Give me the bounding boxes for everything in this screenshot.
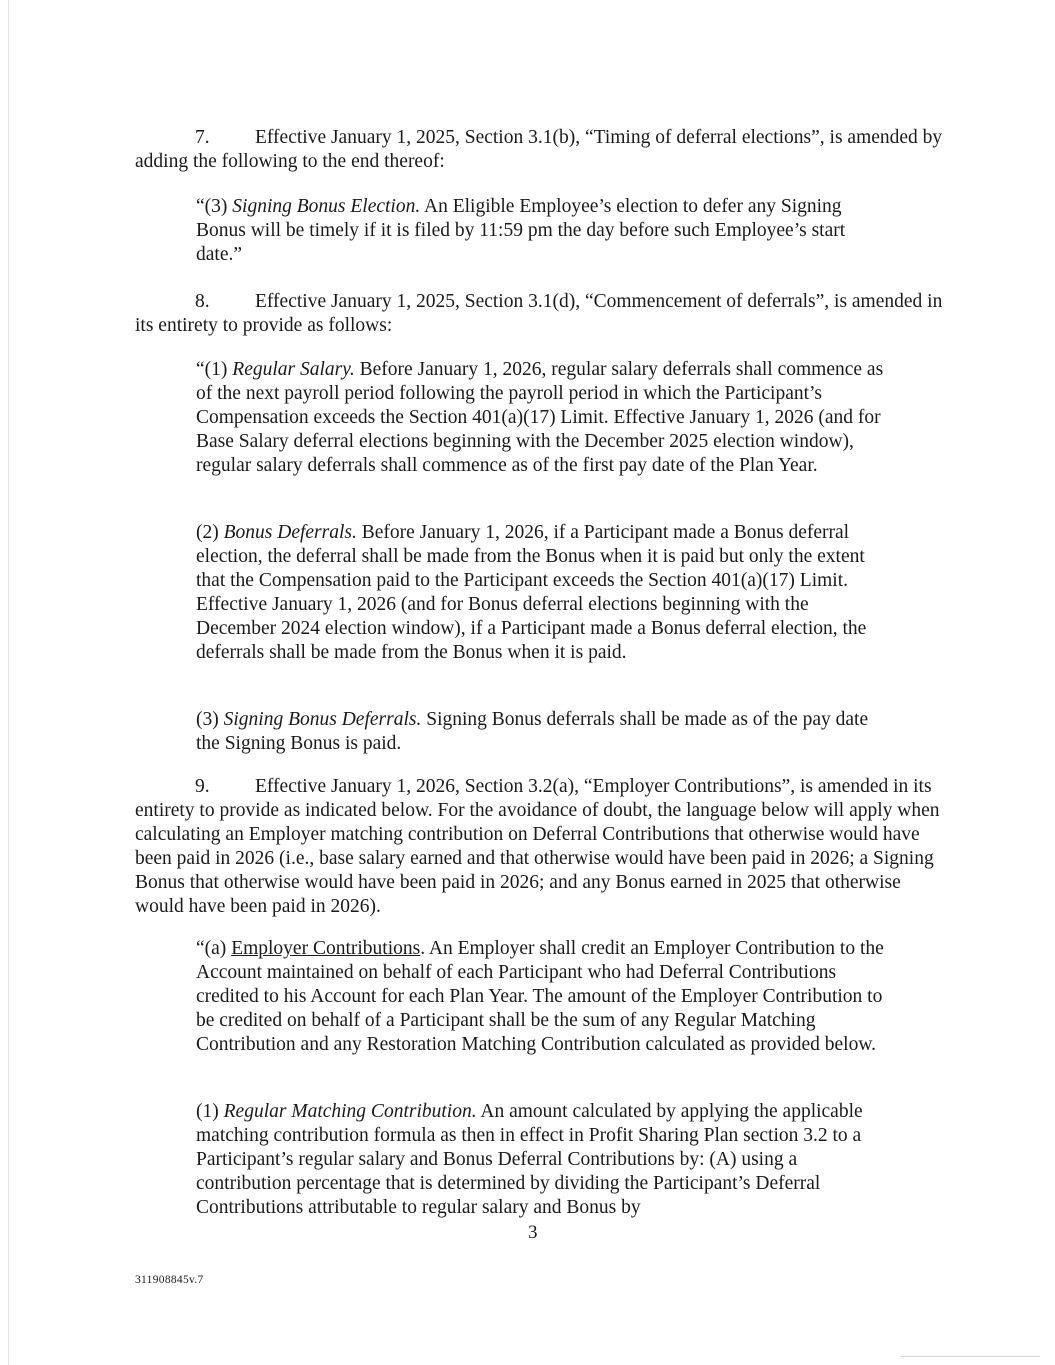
scan-bottom-line xyxy=(900,1356,1040,1357)
signing-bonus-election-clause xyxy=(196,195,886,267)
clause-body: Before January 1, 2026, regular salary deferrals shall commence as of the next payroll period following the payroll period in which the Participant’s Compensation exceeds the Section 401(a)(17) Limit. Effective January 1, 2026 (and for Base Salary deferral elections beginning with the December 2025 election window), regular salary deferrals shall commence as of the first pay date of the Plan Year. xyxy=(196,359,884,476)
employer-contributions-clause xyxy=(196,937,886,1057)
clause-body: An amount calculated by applying the applicable matching contribution formula as then in effect in Profit Sharing Plan section 3.2 to a Participant’s regular salary and Bonus Deferral Contributions by: (A) using a contribution percentage that is determined by dividing the Participant’s Deferral Contributions attributable to regular salary and Bonus by xyxy=(196,1101,863,1218)
clause-prefix: (3) xyxy=(196,709,224,730)
regular-salary-clause xyxy=(196,358,886,478)
clause-prefix: (2) xyxy=(196,522,224,543)
section-9-text: Effective January 1, 2026, Section 3.2(a), “Employer Contributions”, is amended in its entirety to provide as indicated below. For the avoidance of doubt, the language below will apply when calculating an Employer matching contribution on Deferral Contributions that otherwise would have been paid in 2026 (i.e., base salary earned and that otherwise would have been paid in 2026; a Signing Bonus that otherwise would have been paid in 2026; and any Bonus earned in 2025 that otherwise would have been paid in 2026). xyxy=(135,776,940,917)
section-9-paragraph xyxy=(135,775,945,919)
signing-bonus-deferrals-clause xyxy=(196,708,886,756)
document-id: 311908845v.7 xyxy=(135,1274,204,1286)
section-9-number: 9. xyxy=(195,776,210,797)
section-7-paragraph xyxy=(135,126,945,174)
clause-title: Employer Contributions xyxy=(231,938,421,959)
clause-prefix: “(1) xyxy=(196,359,233,380)
section-8-text: Effective January 1, 2025, Section 3.1(d), “Commencement of deferrals”, is amended in its entirety to provide as follows: xyxy=(135,291,943,336)
clause-body: Signing Bonus deferrals shall be made as of the pay date the Signing Bonus is paid. xyxy=(196,709,869,754)
section-8-number: 8. xyxy=(195,291,210,312)
clause-body: . An Employer shall credit an Employer Contribution to the Account maintained on behalf of each Participant who had Deferral Contributions credited to his Account for each Plan Year. The amount of the Employer Contribution to be credited on behalf of a Participant shall be the sum of any Regular Matching Contribution and any Restoration Matching Contribution calculated as provided below. xyxy=(196,938,884,1055)
section-8-paragraph xyxy=(135,290,945,338)
clause-prefix: “(3) xyxy=(196,196,233,217)
regular-matching-contribution-clause xyxy=(196,1100,886,1220)
section-7-text: Effective January 1, 2025, Section 3.1(b), “Timing of deferral elections”, is amended by adding the following to the end thereof: xyxy=(135,127,943,172)
clause-title: Signing Bonus Deferrals. xyxy=(223,709,422,730)
bonus-deferrals-clause xyxy=(196,521,886,665)
page-number: 3 xyxy=(528,1222,538,1243)
clause-body: Before January 1, 2026, if a Participant made a Bonus deferral election, the deferral shall be made from the Bonus when it is paid but only the extent that the Compensation paid to the Participant exceeds the Section 401(a)(17) Limit. Effective January 1, 2026 (and for Bonus deferral elections beginning with the December 2024 election window), if a Participant made a Bonus deferral election, the deferrals shall be made from the Bonus when it is paid. xyxy=(196,522,867,663)
clause-title: Signing Bonus Election. xyxy=(232,196,421,217)
clause-prefix: “(a) xyxy=(196,938,232,959)
clause-prefix: (1) xyxy=(196,1101,224,1122)
clause-body: An Eligible Employee’s election to defer any Signing Bonus will be timely if it is filed by 11:59 pm the day before such Employee’s start date.” xyxy=(196,196,846,265)
clause-title: Bonus Deferrals. xyxy=(223,522,357,543)
scan-edge-line xyxy=(8,0,9,1365)
clause-title: Regular Matching Contribution. xyxy=(223,1101,477,1122)
clause-title: Regular Salary. xyxy=(232,359,355,380)
section-7-number: 7. xyxy=(195,127,210,148)
